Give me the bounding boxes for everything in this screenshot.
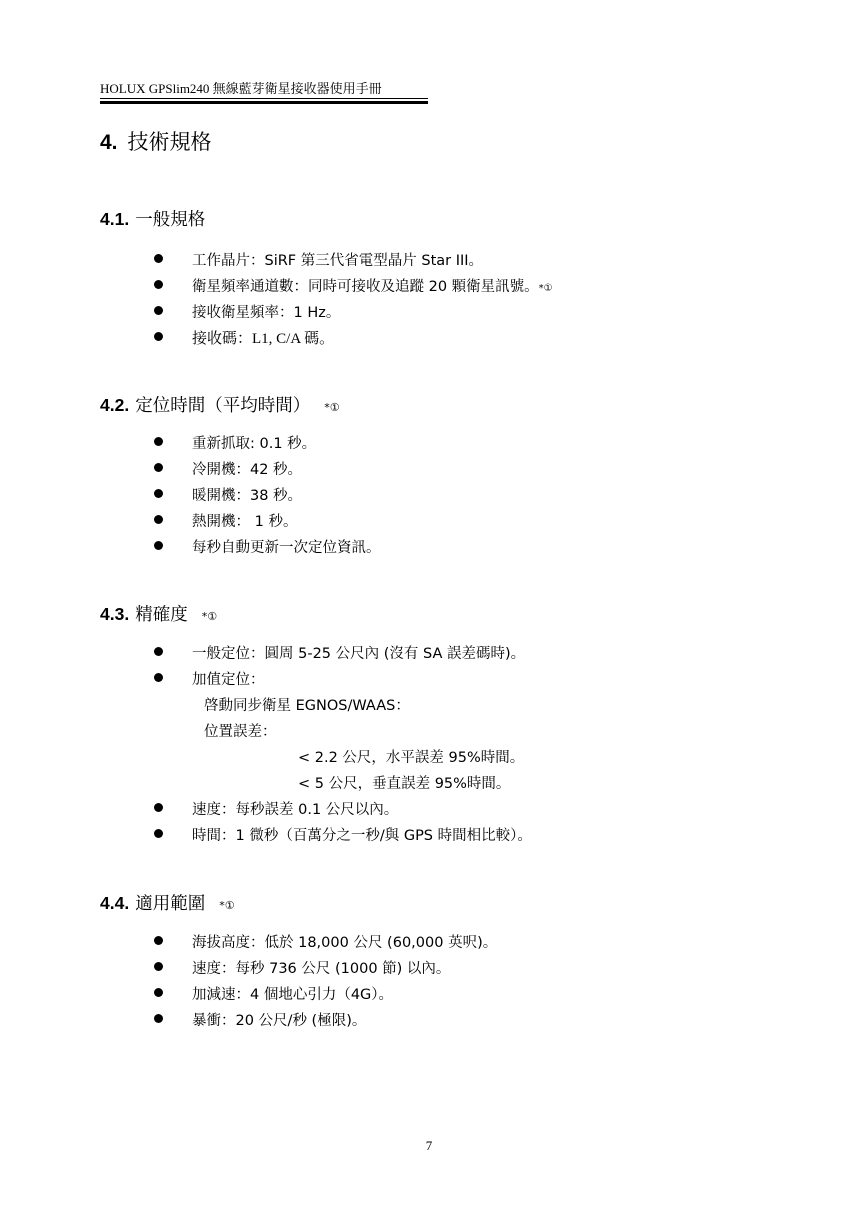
- section-heading-4-1: [100, 206, 205, 231]
- list-item: 接收衛星頻率：1 Hz。: [192, 305, 341, 321]
- list-item: 重新抓取: 0.1 秒。: [192, 436, 317, 452]
- bullet-icon: [154, 936, 163, 945]
- bullet-icon: [154, 463, 163, 472]
- section-heading-4-2: [100, 392, 340, 417]
- bullet-icon: [154, 306, 163, 315]
- footnote-marker: *①: [219, 899, 235, 912]
- list-item: 加減速：4 個地心引力（4G）。: [192, 987, 394, 1003]
- list-item: [192, 275, 553, 296]
- section-number: 4.2.: [100, 395, 130, 415]
- footnote-marker: *①: [324, 401, 340, 414]
- list-item: 暴衝：20 公尺/秒 (極限)。: [192, 1013, 367, 1029]
- sub-item: < 5 公尺，垂直誤差 95%時間。: [298, 776, 511, 792]
- bullet-icon: [154, 489, 163, 498]
- bullet-icon: [154, 332, 163, 341]
- chapter-number: 4.: [100, 131, 118, 154]
- bullet-icon: [154, 515, 163, 524]
- footnote-marker: *①: [201, 610, 218, 623]
- bullet-icon: [154, 280, 163, 289]
- sub-item: 啓動同步衛星 EGNOS/WAAS：: [204, 698, 410, 714]
- list-item: 時間：1 微秒（百萬分之一秒/與 GPS 時間相比較）。: [192, 828, 532, 844]
- page-number: 7: [425, 1138, 433, 1153]
- running-header: HOLUX GPSlim240 無線藍芽衛星接收器使用手冊: [100, 81, 382, 96]
- section-title: 定位時間（平均時間）: [135, 396, 311, 416]
- section-number: 4.1.: [100, 209, 130, 229]
- section-number: 4.4.: [100, 893, 130, 913]
- list-item: 海拔高度：低於 18,000 公尺 (60,000 英呎)。: [192, 935, 498, 951]
- section-title: 精確度: [135, 605, 188, 625]
- bullet-icon: [154, 647, 163, 656]
- chapter-heading: [100, 126, 212, 156]
- bullet-icon: [154, 254, 163, 263]
- list-item: 暖開機：38 秒。: [192, 488, 303, 504]
- bullet-icon: [154, 962, 163, 971]
- bullet-icon: [154, 673, 163, 682]
- header-rule-thin: [100, 98, 428, 99]
- list-item: 加值定位：: [192, 672, 265, 688]
- section-heading-4-4: [100, 890, 235, 915]
- bullet-icon: [154, 1014, 163, 1023]
- list-item: 接收碼：L1, C/A 碼。: [192, 331, 335, 347]
- header-rule-thick: [100, 101, 428, 104]
- bullet-icon: [154, 437, 163, 446]
- bullet-icon: [154, 803, 163, 812]
- sub-item: 位置誤差：: [204, 724, 277, 740]
- list-item: 工作晶片：SiRF 第三代省電型晶片 Star III。: [192, 253, 484, 269]
- section-number: 4.3.: [100, 604, 130, 624]
- list-item: 速度：每秒 736 公尺 (1000 節) 以內。: [192, 961, 451, 977]
- list-item: 熱開機： 1 秒。: [192, 514, 298, 530]
- footnote-marker: *①: [538, 283, 553, 294]
- section-heading-4-3: [100, 601, 217, 626]
- list-item-text: 衛星頻率通道數：同時可接收及追蹤 20 顆衛星訊號。: [192, 279, 539, 295]
- section-title: 適用範圍: [135, 894, 206, 914]
- bullet-icon: [154, 829, 163, 838]
- list-item: 速度：每秒誤差 0.1 公尺以內。: [192, 802, 399, 818]
- bullet-icon: [154, 541, 163, 550]
- bullet-icon: [154, 988, 163, 997]
- sub-item: < 2.2 公尺，水平誤差 95%時間。: [298, 750, 525, 766]
- list-item: 一般定位：圓周 5-25 公尺內 (沒有 SA 誤差碼時)。: [192, 646, 526, 662]
- list-item: 冷開機：42 秒。: [192, 462, 303, 478]
- list-item: 每秒自動更新一次定位資訊。: [192, 540, 381, 556]
- section-title: 一般規格: [135, 210, 206, 230]
- chapter-title: 技術規格: [127, 130, 212, 154]
